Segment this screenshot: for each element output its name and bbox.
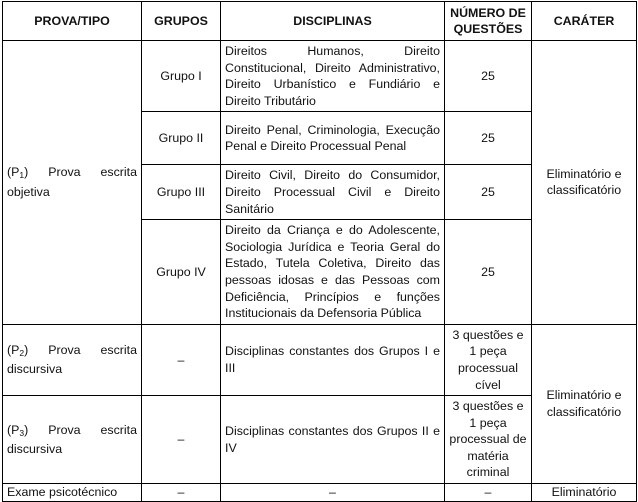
header-grupos: GRUPOS — [142, 2, 221, 41]
disciplinas-cell: Direito da Criança e do Adolescente, Sociologia Jurídica e Teoria Geral do Estado, Tutela Coletiva, Direito das pessoas idosas e das Pessoas com Deficiência, Princípios e funções Institucionais da Defensoria Pública — [221, 220, 445, 325]
questoes-cell: 3 questões e 1 peça processual de matéria criminal — [445, 396, 532, 484]
questoes-cell: 25 — [445, 165, 532, 220]
grupo-cell: Grupo I — [142, 41, 221, 112]
grupo-cell: Grupo IV — [142, 220, 221, 325]
p2-p3-carater: Eliminatório e classificatório — [532, 324, 637, 483]
disciplinas-cell: Direito Penal, Criminologia, Execução Penal e Direito Processual Penal — [221, 112, 445, 165]
psicotecnico-carater: Eliminatório — [532, 484, 637, 502]
p3-label: $(P_3)$ Prova escrita discursiva — [3, 396, 142, 484]
psicotecnico-label: Exame psicotécnico — [3, 484, 142, 502]
disciplinas-cell: – — [221, 484, 445, 502]
grupo-cell: Grupo III — [142, 165, 221, 220]
p2-label: $(P_2)$ Prova escrita discursiva — [3, 324, 142, 395]
table-row — [3, 324, 637, 395]
questoes-cell: 25 — [445, 220, 532, 325]
grupo-cell: – — [142, 324, 221, 395]
disciplinas-cell: Disciplinas constantes dos Grupos II e IV — [221, 396, 445, 484]
disciplinas-cell: Disciplinas constantes dos Grupos I e III — [221, 324, 445, 395]
questoes-cell: 25 — [445, 41, 532, 112]
p1-carater: Eliminatório e classificatório — [532, 41, 637, 325]
header-carater: CARÁTER — [532, 2, 637, 41]
questoes-cell: – — [445, 484, 532, 502]
questoes-cell: 25 — [445, 112, 532, 165]
grupo-cell: – — [142, 484, 221, 502]
header-prova-tipo: PROVA/TIPO — [3, 2, 142, 41]
table-row — [3, 484, 637, 502]
header-numero-questoes: NÚMERO DE QUESTÕES — [445, 2, 532, 41]
header-disciplinas: DISCIPLINAS — [221, 2, 445, 41]
disciplinas-cell: Direitos Humanos, Direito Constitucional, Direito Administrativo, Direito Urbanístico e Fundiário e Direito Tributário — [221, 41, 445, 112]
grupo-cell: Grupo II — [142, 112, 221, 165]
p1-label: $(P_1)$ Prova escrita objetiva — [3, 41, 142, 325]
disciplinas-cell: Direito Civil, Direito do Consumidor, Direito Processual Civil e Direito Sanitário — [221, 165, 445, 220]
questoes-cell: 3 questões e 1 peça processual cível — [445, 324, 532, 395]
header-row — [3, 2, 637, 41]
table-row — [3, 41, 637, 112]
exam-table — [2, 1, 637, 502]
grupo-cell: – — [142, 396, 221, 484]
